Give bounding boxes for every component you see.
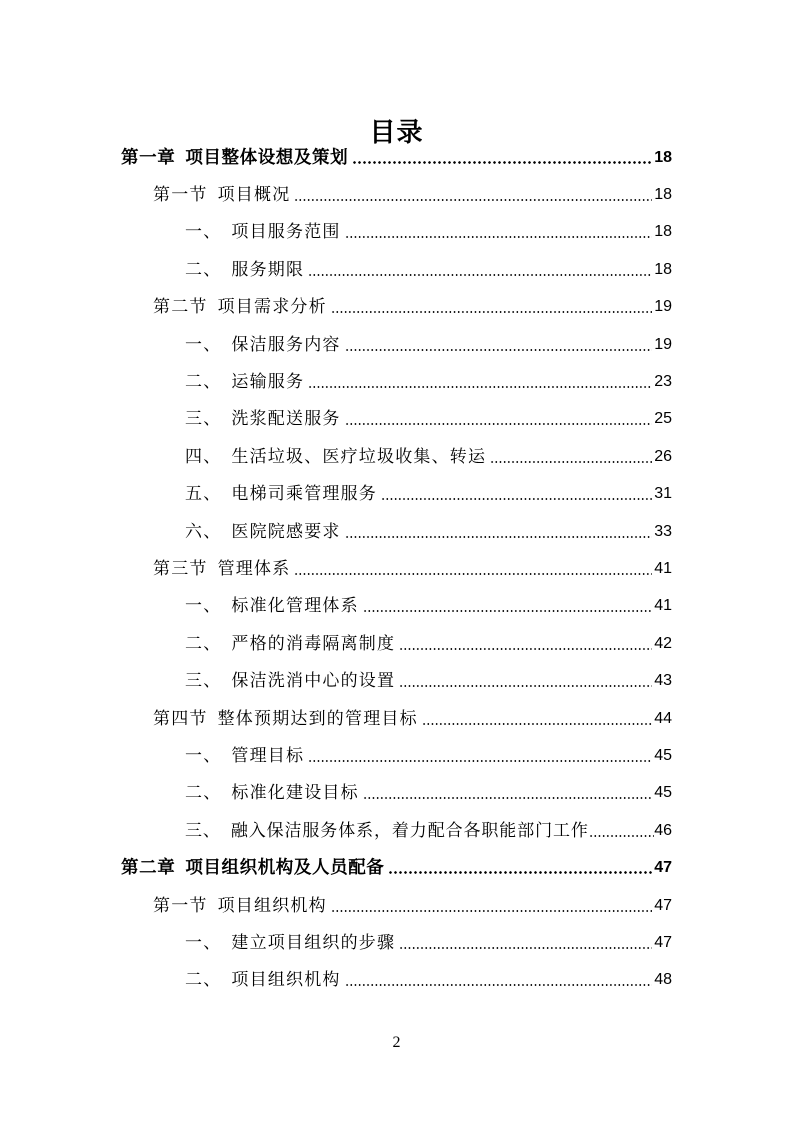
toc-entry-page: 48 (654, 971, 672, 989)
toc-entry-number: 第一节 (153, 895, 208, 916)
toc-entry-label (185, 969, 341, 991)
toc-entry-subsection[interactable] (0, 251, 793, 288)
toc-entry-subsection[interactable] (0, 924, 793, 961)
toc-entry-number: 四、 (185, 446, 222, 467)
toc-entry-number: 第四节 (153, 708, 208, 729)
toc-entry-number: 一、 (185, 334, 222, 355)
dot-leader (345, 334, 653, 356)
toc-entry-page: 25 (654, 410, 672, 428)
toc-entry-text: 洗浆配送服务 (231, 409, 341, 430)
toc-entry-subsection[interactable] (0, 363, 793, 400)
toc-entry-subsection[interactable] (0, 812, 793, 849)
toc-entry-number: 一、 (185, 222, 222, 243)
toc-entry-page: 45 (654, 746, 672, 764)
toc-entry-label (185, 670, 395, 692)
dot-leader (399, 633, 652, 655)
toc-entry-page: 19 (654, 335, 672, 353)
dot-leader (490, 446, 652, 468)
toc-entry-page: 33 (654, 522, 672, 540)
toc-entry-label (121, 147, 348, 169)
toc-entry-number: 二、 (185, 633, 222, 654)
toc-entry-subsection[interactable] (0, 737, 793, 774)
toc-entry-text: 项目整体设想及策划 (185, 147, 349, 168)
toc-entry-text: 运输服务 (231, 372, 305, 393)
toc-entry-page: 47 (654, 896, 672, 914)
toc-entry-text: 建立项目组织的步骤 (231, 932, 396, 953)
toc-entry-section[interactable] (0, 700, 793, 737)
toc-entry-number: 五、 (185, 484, 222, 505)
toc-entry-label (185, 483, 377, 505)
toc-entry-label (153, 895, 327, 917)
toc-entry-page: 26 (654, 447, 672, 465)
toc-entry-label (121, 857, 384, 879)
toc-entry-page: 45 (654, 784, 672, 802)
toc-entry-page: 44 (654, 709, 672, 727)
toc-entry-label (185, 259, 304, 281)
toc-entry-label (185, 633, 395, 655)
toc-entry-text: 项目概况 (217, 185, 291, 206)
toc-entry-text: 保洁洗消中心的设置 (231, 671, 396, 692)
toc-entry-text: 项目组织机构 (217, 895, 327, 916)
dot-leader (294, 184, 652, 206)
toc-entry-text: 整体预期达到的管理目标 (217, 708, 418, 729)
toc-entry-label (153, 558, 290, 580)
toc-entry-page: 19 (654, 298, 672, 316)
toc-entry-label (185, 408, 341, 430)
toc-entry-number: 一、 (185, 745, 222, 766)
toc-entry-subsection[interactable] (0, 401, 793, 438)
toc-entry-chapter-2[interactable] (0, 849, 793, 886)
toc-entry-text: 项目组织机构及人员配备 (185, 858, 385, 879)
toc-entry-label (185, 820, 589, 842)
dot-leader (422, 708, 652, 730)
toc-entry-number: 二、 (185, 259, 222, 280)
toc-entry-text: 电梯司乘管理服务 (231, 484, 378, 505)
toc-entry-page: 31 (654, 485, 672, 503)
toc-entry-text: 标准化建设目标 (231, 783, 359, 804)
toc-entry-number: 第三节 (153, 558, 208, 579)
toc-entry-page: 41 (654, 559, 672, 577)
toc-entry-label (185, 371, 304, 393)
toc-entry-subsection[interactable] (0, 476, 793, 513)
toc-entry-label (185, 595, 359, 617)
toc-entry-text: 严格的消毒隔离制度 (231, 633, 396, 654)
toc-entry-subsection[interactable] (0, 513, 793, 550)
toc-entry-page: 18 (654, 223, 672, 241)
dot-leader (308, 745, 652, 767)
toc-entry-text: 生活垃圾、医疗垃圾收集、转运 (231, 446, 487, 467)
toc-entry-number: 二、 (185, 783, 222, 804)
toc-entry-subsection[interactable] (0, 625, 793, 662)
toc-entry-label (153, 708, 418, 730)
toc-entry-number: 第一章 (121, 147, 176, 168)
dot-leader (331, 296, 652, 318)
toc-entry-number: 二、 (185, 372, 222, 393)
dot-leader (381, 483, 652, 505)
toc-entry-text: 医院院感要求 (231, 521, 341, 542)
toc-entry-subsection[interactable] (0, 438, 793, 475)
dot-leader (308, 259, 652, 281)
toc-entry-number: 第二章 (121, 858, 176, 879)
toc-entry-label (153, 296, 327, 318)
page-number: 2 (392, 1034, 401, 1051)
toc-entry-text: 管理体系 (217, 558, 291, 579)
toc-entry-number: 第二节 (153, 297, 208, 318)
toc-entry-subsection[interactable] (0, 214, 793, 251)
toc-entry-text: 服务期限 (231, 259, 305, 280)
toc-entry-subsection[interactable] (0, 775, 793, 812)
toc-entry-page: 47 (654, 859, 672, 877)
toc-entry-number: 二、 (185, 970, 222, 991)
dot-leader (345, 221, 653, 243)
toc-entry-label (185, 932, 395, 954)
toc-entry-text: 融入保洁服务体系，着力配合各职能部门工作 (230, 820, 589, 841)
toc-entry-section[interactable] (0, 176, 793, 213)
dot-leader (363, 782, 652, 804)
toc-entry-page: 18 (654, 260, 672, 278)
dot-leader (345, 408, 653, 430)
dot-leader (388, 857, 652, 879)
toc-entry-label (185, 221, 341, 243)
toc-entry-section[interactable] (0, 887, 793, 924)
toc-entry-page: 43 (654, 672, 672, 690)
toc-entry-text: 项目服务范围 (231, 222, 341, 243)
table-of-contents (0, 139, 793, 999)
toc-entry-page: 46 (654, 821, 672, 839)
toc-entry-number: 三、 (185, 409, 222, 430)
toc-entry-chapter-1[interactable] (0, 139, 793, 176)
toc-entry-number: 六、 (185, 521, 222, 542)
toc-entry-page: 23 (654, 373, 672, 391)
toc-entry-label (185, 745, 304, 767)
dot-leader (399, 932, 652, 954)
toc-entry-subsection[interactable] (0, 962, 793, 999)
toc-entry-section[interactable] (0, 550, 793, 587)
toc-entry-subsection[interactable] (0, 588, 793, 625)
dot-leader (399, 670, 652, 692)
toc-entry-number: 三、 (185, 671, 222, 692)
toc-entry-section[interactable] (0, 289, 793, 326)
page-title: 目录 (369, 118, 424, 149)
toc-entry-number: 一、 (185, 932, 222, 953)
dot-leader (352, 147, 652, 169)
toc-entry-number: 第一节 (153, 185, 208, 206)
toc-entry-page: 42 (654, 634, 672, 652)
toc-entry-label (185, 521, 341, 543)
toc-entry-page: 41 (654, 597, 672, 615)
toc-entry-text: 管理目标 (231, 745, 305, 766)
toc-entry-subsection[interactable] (0, 662, 793, 699)
toc-entry-text: 项目组织机构 (231, 970, 341, 991)
toc-entry-label (185, 334, 341, 356)
toc-entry-label (153, 184, 290, 206)
toc-entry-page: 18 (654, 186, 672, 204)
dot-leader (345, 521, 653, 543)
toc-entry-text: 标准化管理体系 (231, 596, 359, 617)
dot-leader (589, 820, 654, 842)
dot-leader (331, 895, 652, 917)
toc-entry-text: 保洁服务内容 (231, 334, 341, 355)
dot-leader (345, 969, 653, 991)
dot-leader (294, 558, 652, 580)
dot-leader (363, 595, 652, 617)
toc-entry-text: 项目需求分析 (217, 297, 327, 318)
toc-entry-label (185, 782, 359, 804)
dot-leader (308, 371, 652, 393)
toc-entry-number: 一、 (185, 596, 222, 617)
toc-entry-page: 47 (654, 933, 672, 951)
toc-entry-number: 三、 (185, 820, 221, 841)
toc-entry-subsection[interactable] (0, 326, 793, 363)
toc-entry-label (185, 446, 486, 468)
toc-entry-page: 18 (654, 148, 672, 166)
